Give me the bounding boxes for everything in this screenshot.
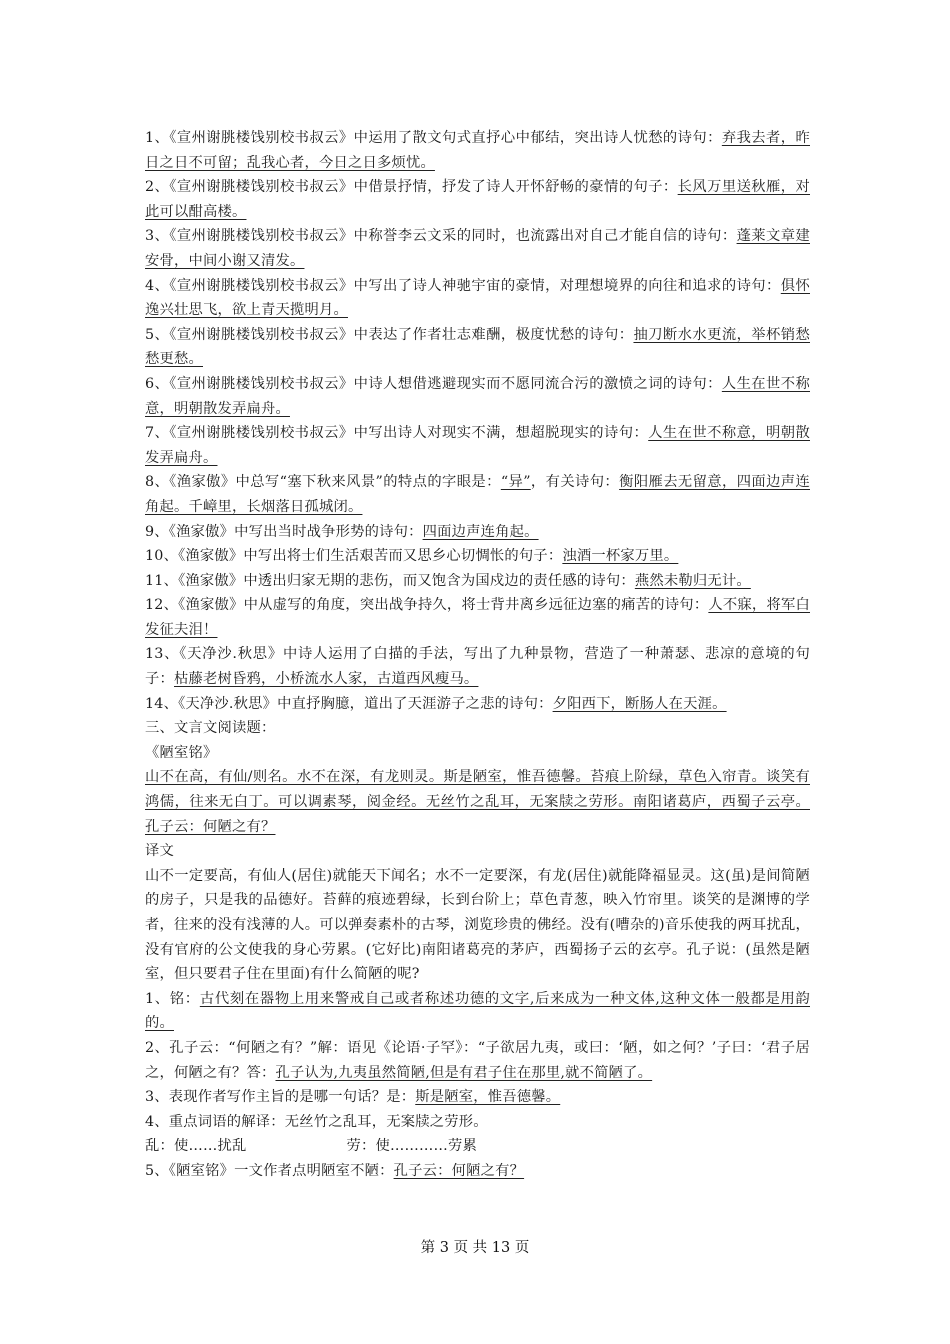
answer-text: 蓬莱文章建安骨，中间小谢又清发。 <box>145 228 810 269</box>
text-question-2 <box>145 1036 810 1085</box>
question-text: 4、《宣州谢朓楼饯别校书叔云》中写出了诗人神驰宇宙的豪情，对理想境界的向往和追求的诗句： <box>145 277 781 294</box>
question-text: 5、《陋室铭》一文作者点明陋室不陋： <box>145 1162 394 1179</box>
question-4 <box>145 274 810 323</box>
question-12 <box>145 593 810 642</box>
text-question-3 <box>145 1085 810 1110</box>
detail-right: 劳：使…………劳累 <box>346 1138 477 1155</box>
text-question-5 <box>145 1159 810 1184</box>
question-text: 11、《渔家傲》中透出归家无期的悲伤，而又饱含为国戍边的责任感的诗句： <box>145 572 635 589</box>
question-10 <box>145 544 810 569</box>
answer-text-continued: 衡阳雁去无留意，四面边声连角起。千嶂里，长烟落日孤城闭。 <box>145 474 810 515</box>
question-text: 1、《宣州谢朓楼饯别校书叔云》中运用了散文句式直抒心中郁结，突出诗人忧愁的诗句： <box>145 130 722 146</box>
answer-text: “异” <box>500 474 531 491</box>
text-question-4 <box>145 1110 810 1135</box>
answer-text: 枯藤老树昏鸦，小桥流水人家，古道西风瘦马。 <box>174 671 479 688</box>
answer-text: 弃我去者，昨日之日不可留；乱我心者，今日之日多烦忧。 <box>145 130 810 171</box>
question-text: 1、铭： <box>145 990 200 1007</box>
answer-text: 人生在世不称意，明朝散发弄扁舟。 <box>145 425 810 466</box>
text-question-1 <box>145 987 810 1036</box>
question-13 <box>145 642 810 691</box>
question-text: 5、《宣州谢朓楼饯别校书叔云》中表达了作者壮志难酬，极度忧愁的诗句： <box>145 326 634 343</box>
question-2 <box>145 175 810 224</box>
section-heading: 三、文言文阅读题： <box>145 720 276 737</box>
answer-text: 四面边声连角起。 <box>422 523 539 540</box>
page-footer <box>0 1236 950 1257</box>
question-text: 12、《渔家傲》中从虚写的角度，突出战争持久，将士背井离乡远征边塞的痛苦的诗句： <box>145 597 709 614</box>
answer-text: 人不寐，将军白发征夫泪！ <box>145 597 810 638</box>
answer-text: 古代刻在器物上用来警戒自己或者称述功德的文字,后来成为一种文体,这种文体一般都是用韵的。 <box>145 990 810 1032</box>
answer-text: 长风万里送秋雁，对此可以酣高楼。 <box>145 179 810 220</box>
answer-text: 抽刀断水水更流，举杯销愁愁更愁。 <box>145 326 810 368</box>
question-1 <box>145 126 810 175</box>
question-text: 6、《宣州谢朓楼饯别校书叔云》中诗人想借逃避现实而不愿同流合污的激愤之词的诗句： <box>145 375 722 392</box>
question-text-continued: ，有关诗句： <box>530 474 620 491</box>
answer-text: 俱怀逸兴壮思飞，欲上青天揽明月。 <box>145 277 810 319</box>
original-text <box>145 765 810 839</box>
original-text-body: 山不在高，有仙/则名。水不在深，有龙则灵。斯是陋室，惟吾德馨。苔痕上阶绿，草色入帘青。谈笑有鸿儒，往来无白丁。可以调素琴，阅金经。无丝竹之乱耳，无案牍之劳形。南阳诸葛庐，西蜀子云亭。孔子云：何陋之有？ <box>145 769 810 835</box>
question-text: 10、《渔家傲》中写出将士们生活艰苦而又思乡心切惆怅的句子： <box>145 548 563 565</box>
question-8 <box>145 470 810 519</box>
question-text: 8、《渔家傲》中总写“塞下秋来风景”的特点的字眼是： <box>145 474 501 491</box>
page-content <box>145 126 810 1184</box>
text-title: 《陋室铭》 <box>145 744 218 761</box>
question-text: 2、孔子云：“何陋之有？”解：语见《论语·子罕》：“子欲居九夷，或曰：‘陋，如之何？’子曰：‘君子居之，何陋之有？答： <box>145 1039 810 1081</box>
answer-text: 孔子云：何陋之有？ <box>393 1162 525 1179</box>
answer-text: 孔子认为,九夷虽然简陋,但是有君子住在那里,就不简陋了。 <box>275 1064 653 1081</box>
question-text: 4、重点词语的解译：无丝竹之乱耳，无案牍之劳形。 <box>145 1113 488 1130</box>
answer-text: 人生在世不称意，明朝散发弄扁舟。 <box>145 375 810 417</box>
question-11 <box>145 569 810 594</box>
question-14 <box>145 692 810 717</box>
question-text: 9、《渔家傲》中写出当时战争形势的诗句： <box>145 523 423 540</box>
translation-text: 山不一定要高，有仙人(居住)就能天下闻名；水不一定要深，有龙(居住)就能降福显灵。这(虽)是间简陋的房子，只是我的品德好。苔藓的痕迹碧绿，长到台阶上；草色青葱，映入竹帘里。谈笑的是渊博的学者，往来的没有浅薄的人。可以弹奏素朴的古琴，浏览珍贵的佛经。没有(嘈杂的)音乐使我的两耳扰乱，没有官府的公文使我的身心劳累。(它好比)南阳诸葛亮的茅庐，西蜀扬子云的玄亭。孔子说：(虽然是陋室，但只要君子住在里面)有什么简陋的呢? <box>145 867 810 983</box>
answer-text: 浊酒一杯家万里。 <box>562 548 679 565</box>
question-text: 3、表现作者写作主旨的是哪一句话？是： <box>145 1089 416 1106</box>
question-text: 7、《宣州谢朓楼饯别校书叔云》中写出诗人对现实不满，想超脱现实的诗句： <box>145 425 649 442</box>
question-5 <box>145 323 810 372</box>
answer-text: 燕然未勒归无计。 <box>634 572 751 589</box>
question-9 <box>145 520 810 545</box>
question-7 <box>145 421 810 470</box>
question-text: 2、《宣州谢朓楼饯别校书叔云》中借景抒情，抒发了诗人开怀舒畅的豪情的句子： <box>145 179 678 196</box>
translation-label: 译文 <box>145 843 174 860</box>
answer-text: 夕阳西下，断肠人在天涯。 <box>552 695 727 712</box>
text-question-4-detail <box>145 1134 810 1159</box>
page-number: 第 3 页 共 13 页 <box>420 1240 530 1256</box>
question-text: 13、《天净沙.秋思》中诗人运用了白描的手法，写出了九种景物，营造了一种萧瑟、悲凉的意境的句子： <box>145 646 810 688</box>
answer-text: 斯是陋室，惟吾德馨。 <box>415 1089 561 1106</box>
question-3 <box>145 224 810 273</box>
question-text: 14、《天净沙.秋思》中直抒胸臆，道出了天涯游子之悲的诗句： <box>145 695 553 712</box>
question-text: 3、《宣州谢朓楼饯别校书叔云》中称誉李云文采的同时，也流露出对自己才能自信的诗句： <box>145 228 737 245</box>
question-6 <box>145 372 810 421</box>
detail-left: 乱：使……扰乱 <box>145 1138 247 1155</box>
